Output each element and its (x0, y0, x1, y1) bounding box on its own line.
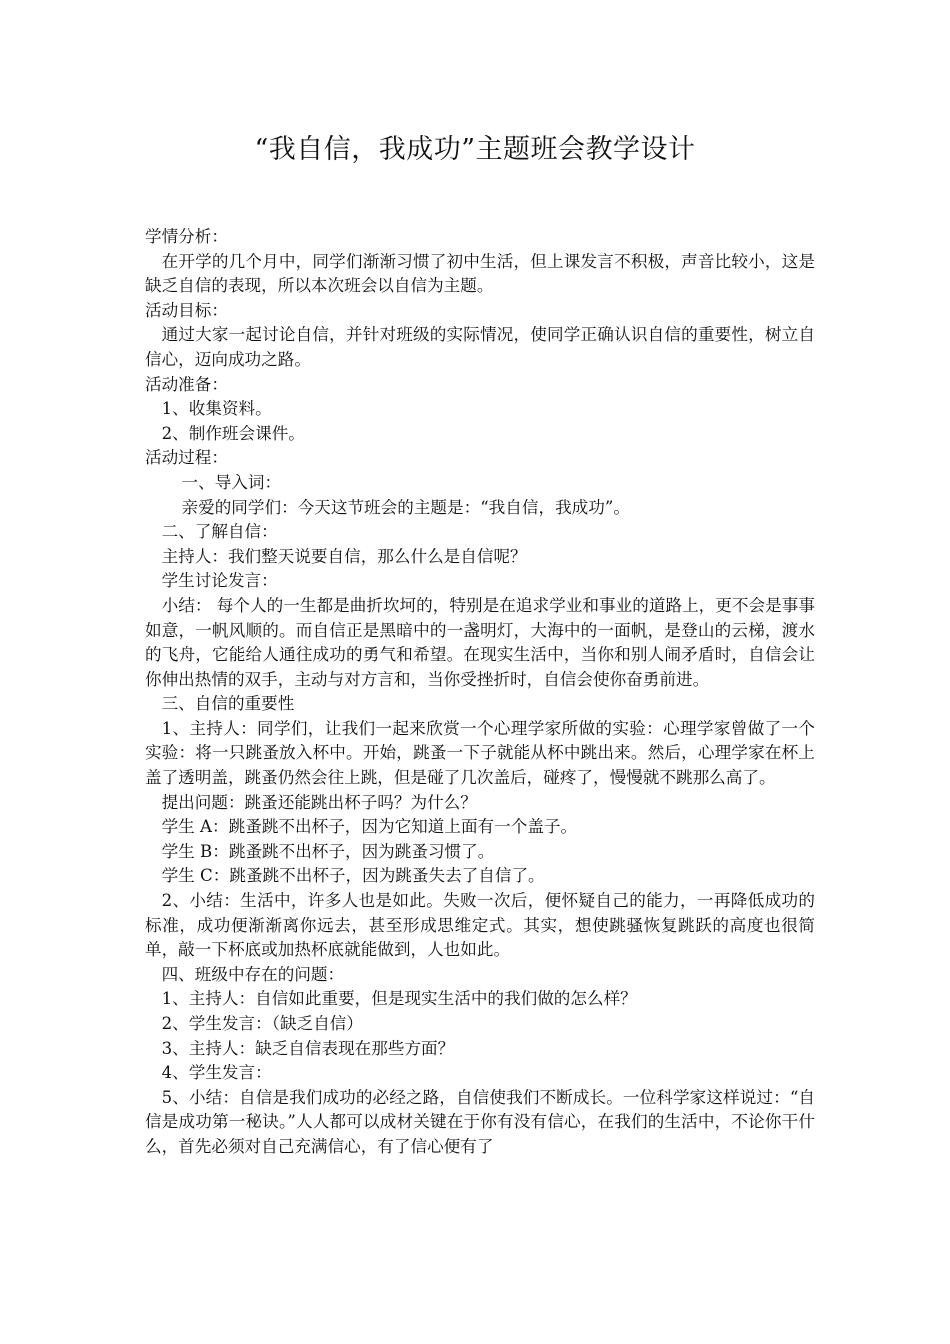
paragraph: 主持人：我们整天说要自信，那么什么是自信呢？ (161, 546, 527, 566)
list-item: 1、收集资料。 (161, 399, 272, 419)
heading-preparation: 活动准备： (145, 374, 228, 394)
paragraph-analysis: 在开学的几个月中，同学们渐渐习惯了初中生活，但上课发言不积极，声音比较小，这是缺乏自信的表现，所以本次班会以自信为主题。 (145, 251, 815, 296)
document-title: “我自信，我成功”主题班会教学设计 (254, 134, 696, 165)
paragraph-intro: 亲爱的同学们：今天这节班会的主题是：“我自信，我成功”。 (181, 497, 630, 517)
paragraph-summary: 小结： 每个人的一生都是曲折坎坷的，特别是在追求学业和事业的道路上，更不会是事事如意，一帆风顺的。而自信正是黑暗中的一盏明灯，大海中的一面帆，是登山的云梯，渡水的飞舟，它能给人通往成功的勇气和希望。在现实生活中，当你和别人闹矛盾时，自信会让你伸出热情的双手，主动与对方言和，当你受挫折时，自信会使你奋勇前进。 (145, 595, 815, 689)
section-heading: 一、导入词： (181, 472, 282, 492)
paragraph: 学生 B：跳蚤跳不出杯子，因为跳蚤习惯了。 (161, 841, 495, 861)
heading-analysis: 学情分析： (145, 227, 228, 246)
paragraph: 3、主持人：缺乏自信表现在那些方面？ (161, 1038, 455, 1058)
paragraph: 2、学生发言：（缺乏自信） (161, 1014, 363, 1033)
paragraph: 4、学生发言： (161, 1063, 272, 1083)
paragraph: 学生 C：跳蚤跳不出杯子，因为跳蚤失去了自信了。 (161, 866, 545, 886)
section-heading: 二、了解自信： (161, 522, 278, 542)
heading-process: 活动过程： (145, 448, 228, 468)
paragraph-goal: 通过大家一起讨论自信，并针对班级的实际情况，使同学正确认识自信的重要性，树立自信心，迈向成功之路。 (145, 325, 815, 369)
document-body (145, 225, 815, 1160)
paragraph: 提出问题：跳蚤还能跳出杯子吗？为什么？ (161, 792, 477, 812)
paragraph: 学生 A：跳蚤跳不出杯子，因为它知道上面有一个盖子。 (161, 817, 578, 837)
section-heading: 四、班级中存在的问题： (161, 964, 345, 984)
paragraph: 1、主持人：自信如此重要，但是现实生活中的我们做的怎么样？ (161, 989, 637, 1009)
list-item: 2、制作班会课件。 (161, 423, 305, 443)
paragraph-summary: 5、小结：自信是我们成功的必经之路，自信使我们不断成长。一位科学家这样说过：“自信是成功第一秘诀。”人人都可以成材关键在于你有没有信心，在我们的生活中，不论你干什么，首先必须对自己充满信心，有了信心便有了 (145, 1087, 815, 1156)
heading-goal: 活动目标： (145, 300, 228, 320)
paragraph-summary: 2、小结：生活中，许多人也是如此。失败一次后，便怀疑自己的能力，一再降低成功的标准，成功便渐渐离你远去，甚至形成思维定式。其实，想使跳骚恢复跳跃的高度也很简单，敲一下杯底或加热杯底就能做到，人也如此。 (145, 891, 815, 960)
section-heading: 三、自信的重要性 (161, 694, 295, 714)
paragraph: 学生讨论发言： (161, 571, 278, 591)
paragraph-experiment: 1、主持人：同学们，让我们一起来欣赏一个心理学家所做的实验：心理学家曾做了一个实验：将一只跳蚤放入杯中。开始，跳蚤一下子就能从杯中跳出来。然后，心理学家在杯上盖了透明盖，跳蚤仍然会往上跳，但是碰了几次盖后，碰疼了，慢慢就不跳那么高了。 (145, 718, 815, 788)
